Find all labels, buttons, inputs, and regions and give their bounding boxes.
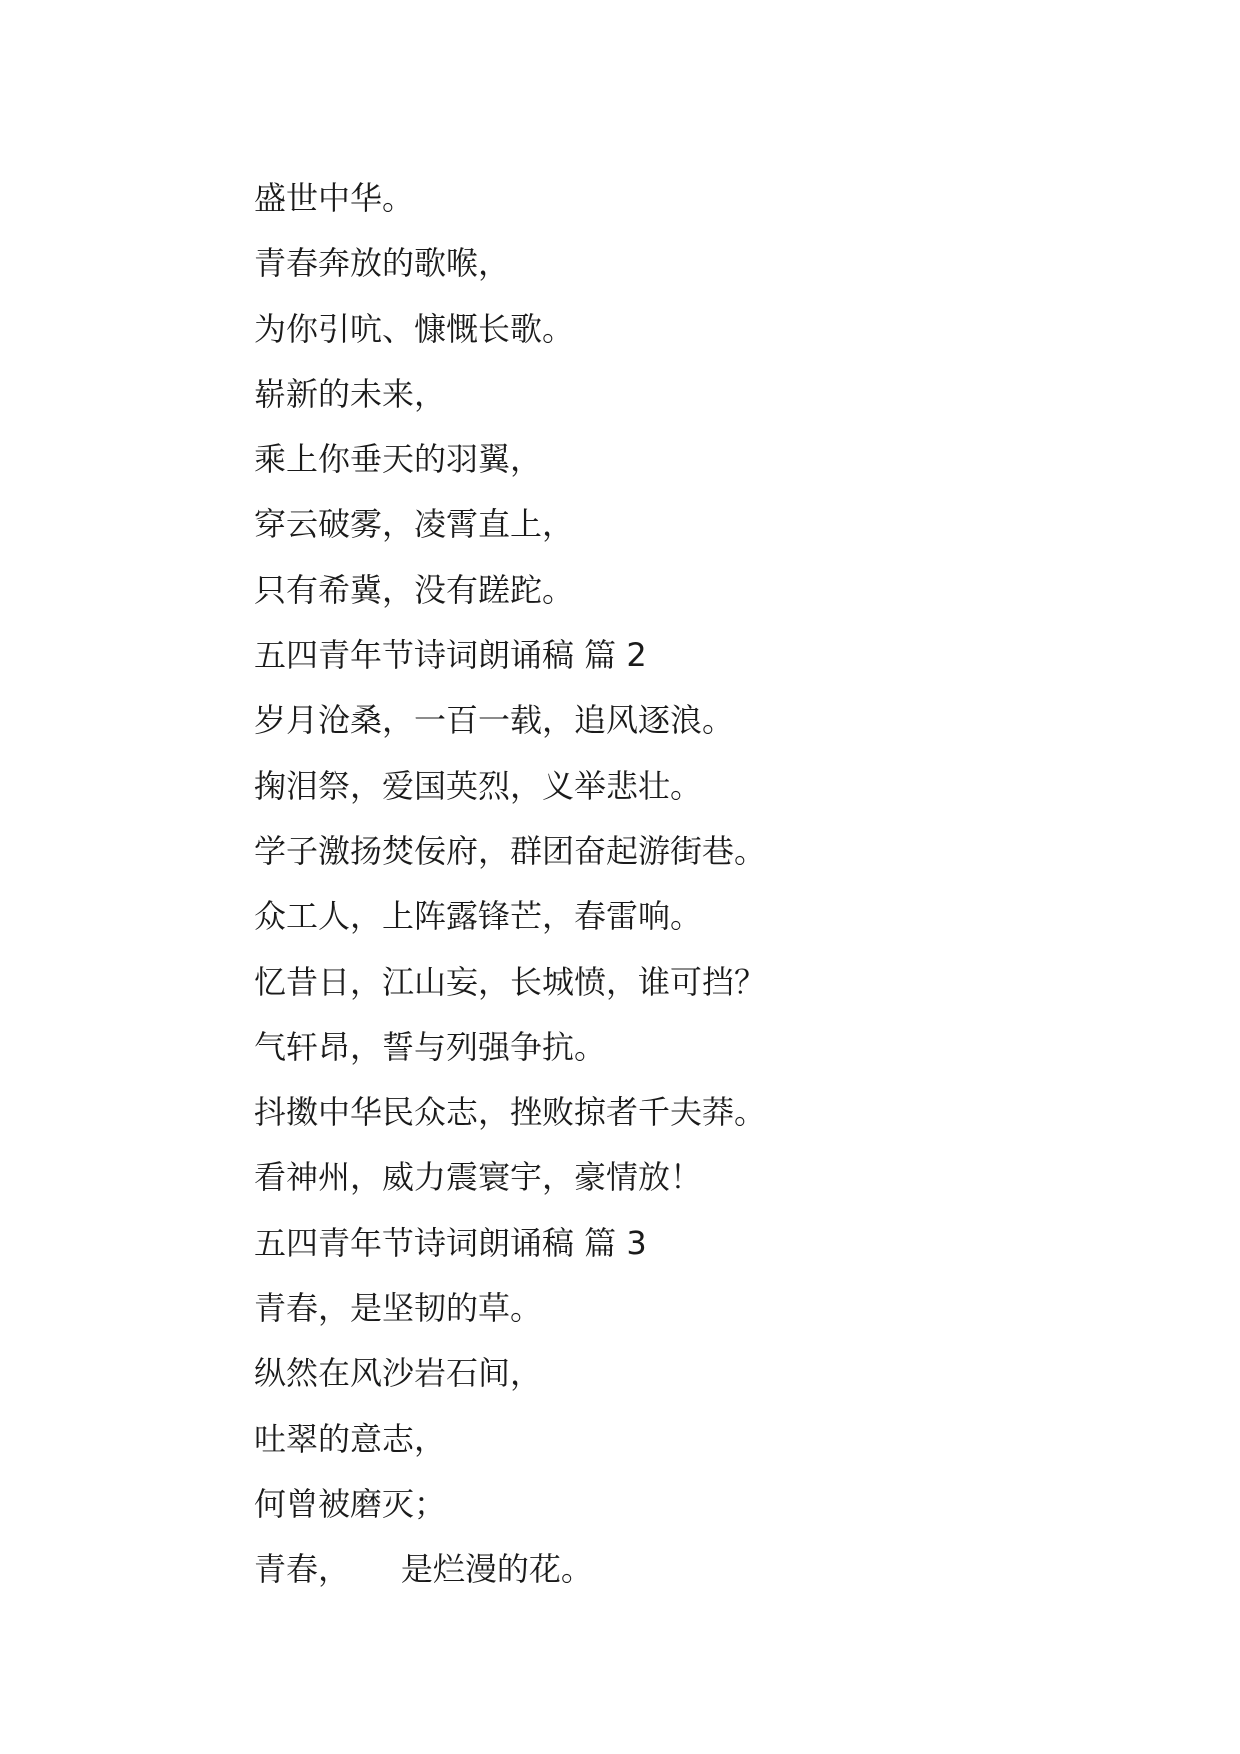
text-line: 只有希冀，没有蹉跎。: [254, 570, 575, 609]
text-line: 青春奔放的歌喉，: [254, 244, 511, 283]
section-heading: 五四青年节诗词朗诵稿 篇 3: [254, 1223, 647, 1262]
text-line: 气轩昂，誓与列强争抗。: [254, 1027, 607, 1066]
text-line: 岁月沧桑，一百一载，追风逐浪。: [254, 701, 735, 740]
text-line: 崭新的未来，: [254, 374, 447, 413]
text-line: 吐翠的意志，: [254, 1419, 447, 1458]
text-line: 掬泪祭，爱国英烈，义举悲壮。: [254, 766, 703, 805]
text-line: 学子激扬焚佞府，群团奋起游街巷。: [254, 831, 767, 870]
text-line: 乘上你垂天的羽翼，: [254, 440, 543, 479]
text-line: 看神州，威力震寰宇，豪情放！: [254, 1158, 703, 1197]
text-line: 纵然在风沙岩石间，: [254, 1354, 543, 1393]
poem-text-body: [254, 166, 1154, 1603]
text-line: 抖擞中华民众志，挫败掠者千夫莽。: [254, 1093, 767, 1132]
text-line: 众工人，上阵露锋芒，春雷响。: [254, 897, 703, 936]
text-line: 盛世中华。: [254, 179, 415, 217]
text-line: 青春，是坚韧的草。: [254, 1289, 543, 1328]
text-line: 青春， 是烂漫的花。: [254, 1550, 593, 1589]
text-line: 为你引吭、慷慨长歌。: [254, 309, 575, 348]
section-heading: 五四青年节诗词朗诵稿 篇 2: [254, 636, 647, 675]
text-line: 忆昔日，江山妄，长城愤，谁可挡？: [254, 962, 767, 1001]
text-line: 穿云破雾，凌霄直上，: [254, 505, 575, 544]
text-line: 何曾被磨灭；: [254, 1484, 447, 1523]
